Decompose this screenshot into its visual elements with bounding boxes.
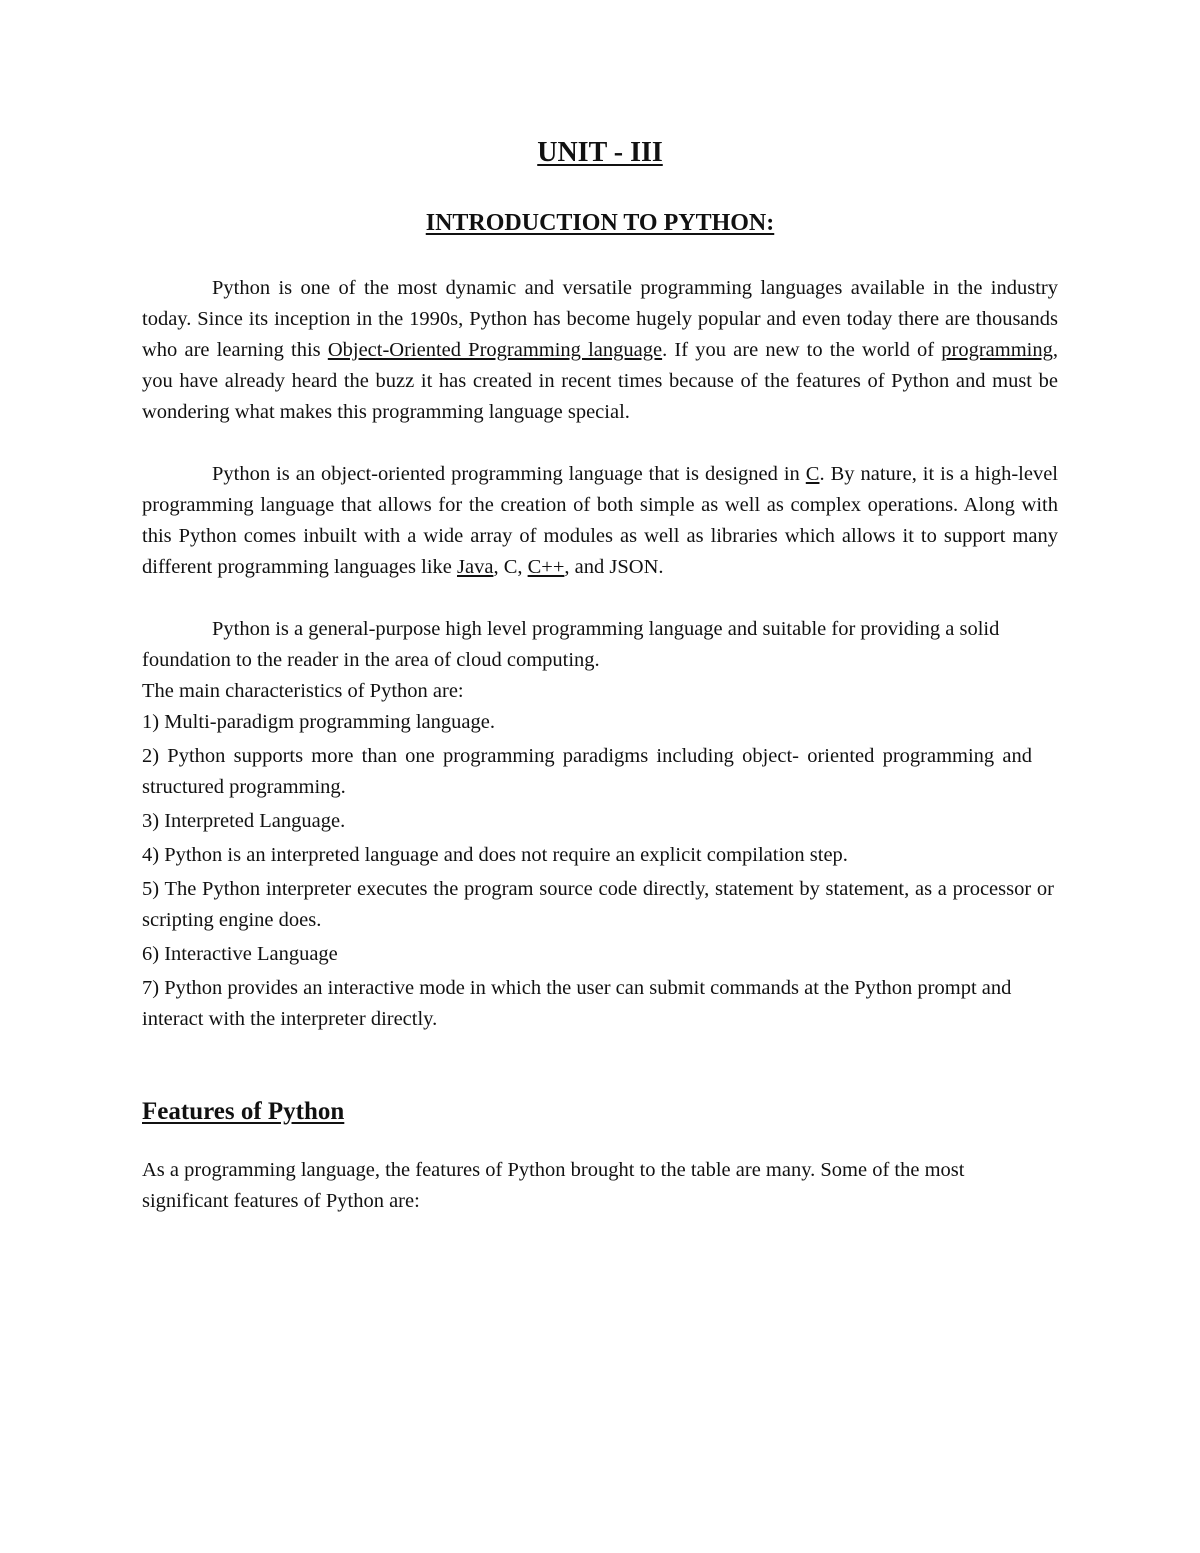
intro-p1-text-2: . If you are new to the world of — [662, 339, 942, 361]
unit-title: UNIT - III — [537, 137, 663, 168]
c-language-link[interactable]: C — [805, 463, 820, 485]
intro-p1-text-1: Python is one of the most dynamic and versatile programming languages available in the industry today. Since its inception in the 1990s, Python has become hugely popular and even today there are thousands who are learning this — [142, 277, 1058, 361]
characteristic-item: 2) Python supports more than one programming paradigms including object- oriented programming and structured programming. — [142, 745, 1032, 798]
intro-paragraph-2 — [142, 459, 1058, 583]
cpp-link[interactable]: C++ — [527, 556, 565, 578]
characteristics-lead: The main characteristics of Python are: — [142, 680, 464, 702]
characteristic-item: 5) The Python interpreter executes the program source code directly, statement by statement, as a processor or scripting engine does. — [142, 878, 1054, 931]
intro-p2-text-4: , and JSON. — [564, 556, 664, 578]
characteristic-item: 6) Interactive Language — [142, 943, 338, 965]
characteristic-item: 7) Python provides an interactive mode in which the user can submit commands at the Python prompt and interact with the interpreter directly. — [142, 977, 1012, 1030]
characteristics-block — [142, 676, 1058, 1038]
features-heading: Features of Python — [142, 1098, 345, 1125]
oop-language-link[interactable]: Object-Oriented Programming language — [327, 339, 663, 361]
intro-paragraph-1 — [142, 273, 1058, 428]
intro-paragraph-3: Python is a general-purpose high level programming language and suitable for providing a solid foundation to the reader in the area of cloud computing. — [142, 618, 1000, 671]
section-title: INTRODUCTION TO PYTHON: — [425, 210, 775, 236]
intro-p2-text-3: , C, — [493, 556, 528, 578]
java-link[interactable]: Java — [457, 556, 494, 578]
characteristic-item: 3) Interpreted Language. — [142, 810, 346, 832]
intro-p1-text-3: , you have already heard the buzz it has created in recent times because of the features of Python and must be wondering what makes this programming language special. — [142, 339, 1058, 423]
intro-p2-text-1: Python is an object-oriented programming language that is designed in — [212, 463, 806, 485]
characteristic-item: 4) Python is an interpreted language and does not require an explicit compilation step. — [142, 844, 848, 866]
intro-p2-text-2: . By nature, it is a high-level programming language that allows for the creation of both simple as well as complex operations. Along with this Python comes inbuilt with a wide array of modules as well as libraries which allows it to support many different programming languages like — [142, 463, 1058, 578]
features-intro-text: As a programming language, the features of Python brought to the table are many. Some of the most significant features of Python are: — [142, 1159, 965, 1212]
programming-link[interactable]: programming — [941, 339, 1053, 361]
characteristic-item: 1) Multi-paradigm programming language. — [142, 711, 495, 733]
